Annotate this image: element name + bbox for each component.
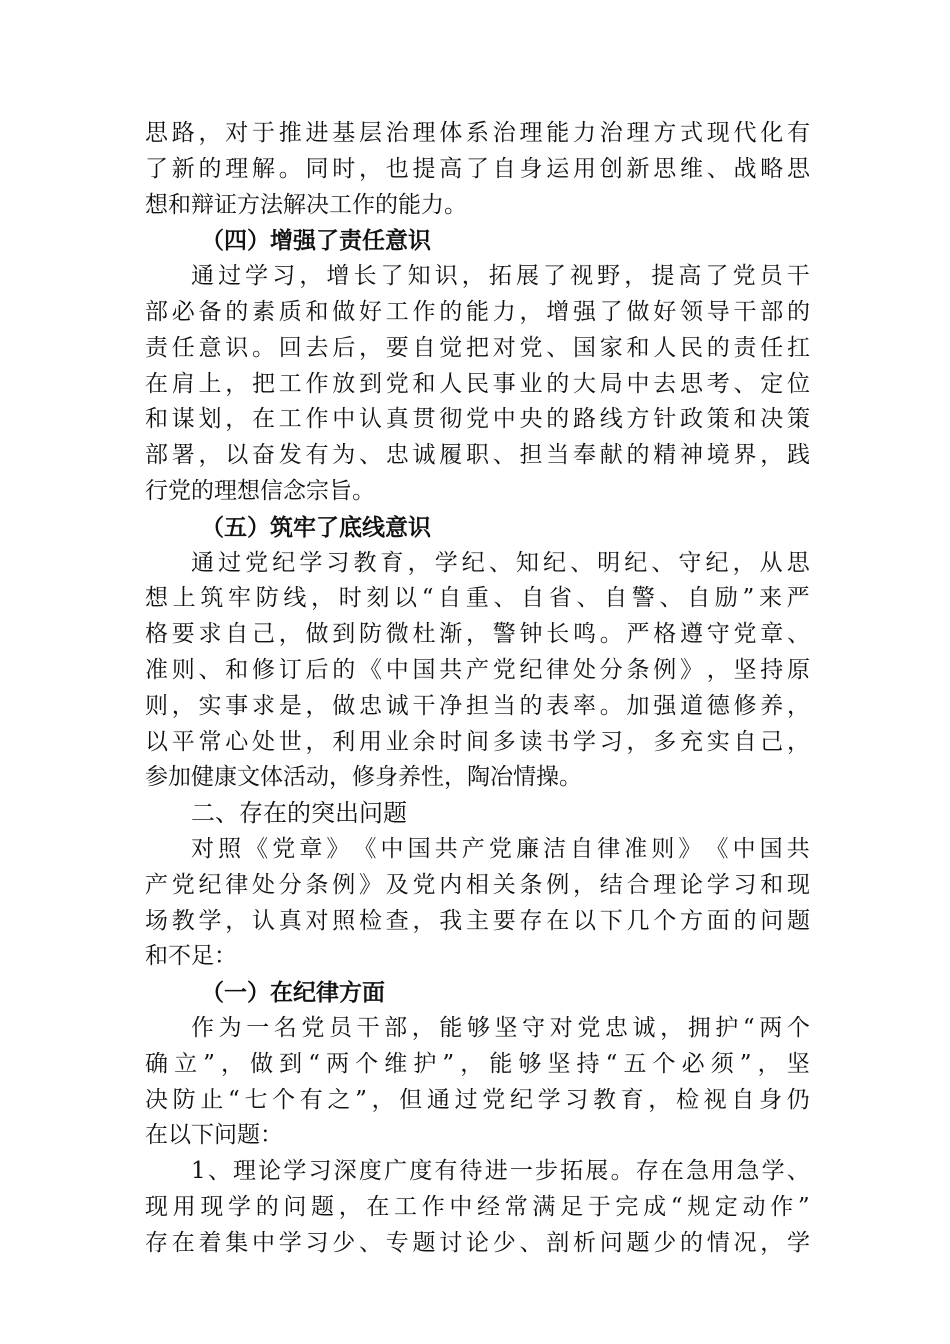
subsection-heading: （五）筑牢了底线意识	[201, 513, 431, 541]
body-line: 和 谋 划 ， 在 工 作 中 认 真 贯 彻 党 中 央 的 路 线 方 针 政 策 和 决 策	[145, 406, 810, 433]
body-line: 以 平 常 心 处 世 ， 利 用 业 余 时 间 多 读 书 学 习 ， 多 充 实 自 己 ，	[145, 728, 810, 755]
body-line: 场 教 学 ， 认 真 对 照 检 查 ， 我 主 要 存 在 以 下 几 个 方 面 的 问 题	[145, 907, 810, 934]
body-line: 确 立 ” ， 做 到 “ 两 个 维 护 ” ， 能 够 坚 持 “ 五 个 必 须 ” ， 坚	[145, 1050, 810, 1077]
body-line: 和不足：	[145, 943, 237, 970]
body-line: 决 防 止 “ 七 个 有 之 ” ， 但 通 过 党 纪 学 习 教 育 ， 检 视 自 身 仍	[145, 1086, 810, 1113]
body-line: 则 ， 实 事 求 是 ， 做 忠 诚 干 净 担 当 的 表 率 。 加 强 道 德 修 养 ，	[145, 692, 810, 719]
paragraph-first-line: 作 为 一 名 党 员 干 部 ， 能 够 坚 守 对 党 忠 诚 ， 拥 护 “ 两 个	[191, 1014, 810, 1041]
paragraph-first-line: 1 、 理 论 学 习 深 度 广 度 有 待 进 一 步 拓 展 。 存 在 急 用 急 学 、	[191, 1158, 810, 1185]
body-line: 现 用 现 学 的 问 题 ， 在 工 作 中 经 常 满 足 于 完 成 “ 规 定 动 作 ”	[145, 1193, 810, 1220]
body-line: 格 要 求 自 己 ， 做 到 防 微 杜 渐 ， 警 钟 长 鸣 。 严 格 遵 守 党 章 、	[145, 621, 810, 648]
body-line: 行党的理想信念宗旨。	[145, 477, 375, 504]
body-line: 想 上 筑 牢 防 线 ， 时 刻 以 “ 自 重 、 自 省 、 自 警 、 自 励 ” 来 严	[145, 585, 810, 612]
body-line: 思 路 ， 对 于 推 进 基 层 治 理 体 系 治 理 能 力 治 理 方 式 现 代 化 有	[145, 120, 810, 146]
body-line: 想和辩证方法解决工作的能力。	[145, 191, 467, 218]
body-line: 了 新 的 理 解 。 同 时 ， 也 提 高 了 自 身 运 用 创 新 思 维 、 战 略 思	[145, 155, 810, 182]
section-heading: 二、存在的突出问题	[191, 799, 407, 828]
body-line: 在以下问题：	[145, 1122, 283, 1149]
body-line: 责 任 意 识 。 回 去 后 ， 要 自 觉 把 对 党 、 国 家 和 人 民 的 责 任 扛	[145, 334, 810, 361]
subsection-heading: （四）增强了责任意识	[201, 227, 431, 255]
body-line: 在 肩 上 ， 把 工 作 放 到 党 和 人 民 事 业 的 大 局 中 去 思 考 、 定 位	[145, 370, 810, 397]
body-line: 存 在 着 集 中 学 习 少 、 专 题 讨 论 少 、 剖 析 问 题 少 的 情 况 ， 学	[145, 1229, 810, 1256]
paragraph-first-line: 通 过 党 纪 学 习 教 育 ， 学 纪 、 知 纪 、 明 纪 、 守 纪 ， 从 思	[191, 549, 810, 576]
body-line: 参加健康文体活动，修身养性，陶冶情操。	[145, 764, 582, 791]
body-line: 产 党 纪 律 处 分 条 例 》 及 党 内 相 关 条 例 ， 结 合 理 论 学 习 和 现	[145, 871, 810, 898]
document-body	[145, 116, 810, 1262]
body-line: 部 署 ， 以 奋 发 有 为 、 忠 诚 履 职 、 担 当 奉 献 的 精 神 境 界 ， 践	[145, 442, 810, 469]
subsection-heading: （一）在纪律方面	[201, 979, 385, 1007]
body-line: 部 必 备 的 素 质 和 做 好 工 作 的 能 力 ， 增 强 了 做 好 领 导 干 部 的	[145, 298, 810, 325]
paragraph-first-line: 通 过 学 习 ， 增 长 了 知 识 ， 拓 展 了 视 野 ， 提 高 了 党 员 干	[191, 263, 810, 290]
body-line: 准 则 、 和 修 订 后 的 《 中 国 共 产 党 纪 律 处 分 条 例 》 ， 坚 持 原	[145, 656, 810, 683]
paragraph-first-line: 对 照 《 党 章 》 《 中 国 共 产 党 廉 洁 自 律 准 则 》 《 中 国 共	[191, 835, 810, 862]
